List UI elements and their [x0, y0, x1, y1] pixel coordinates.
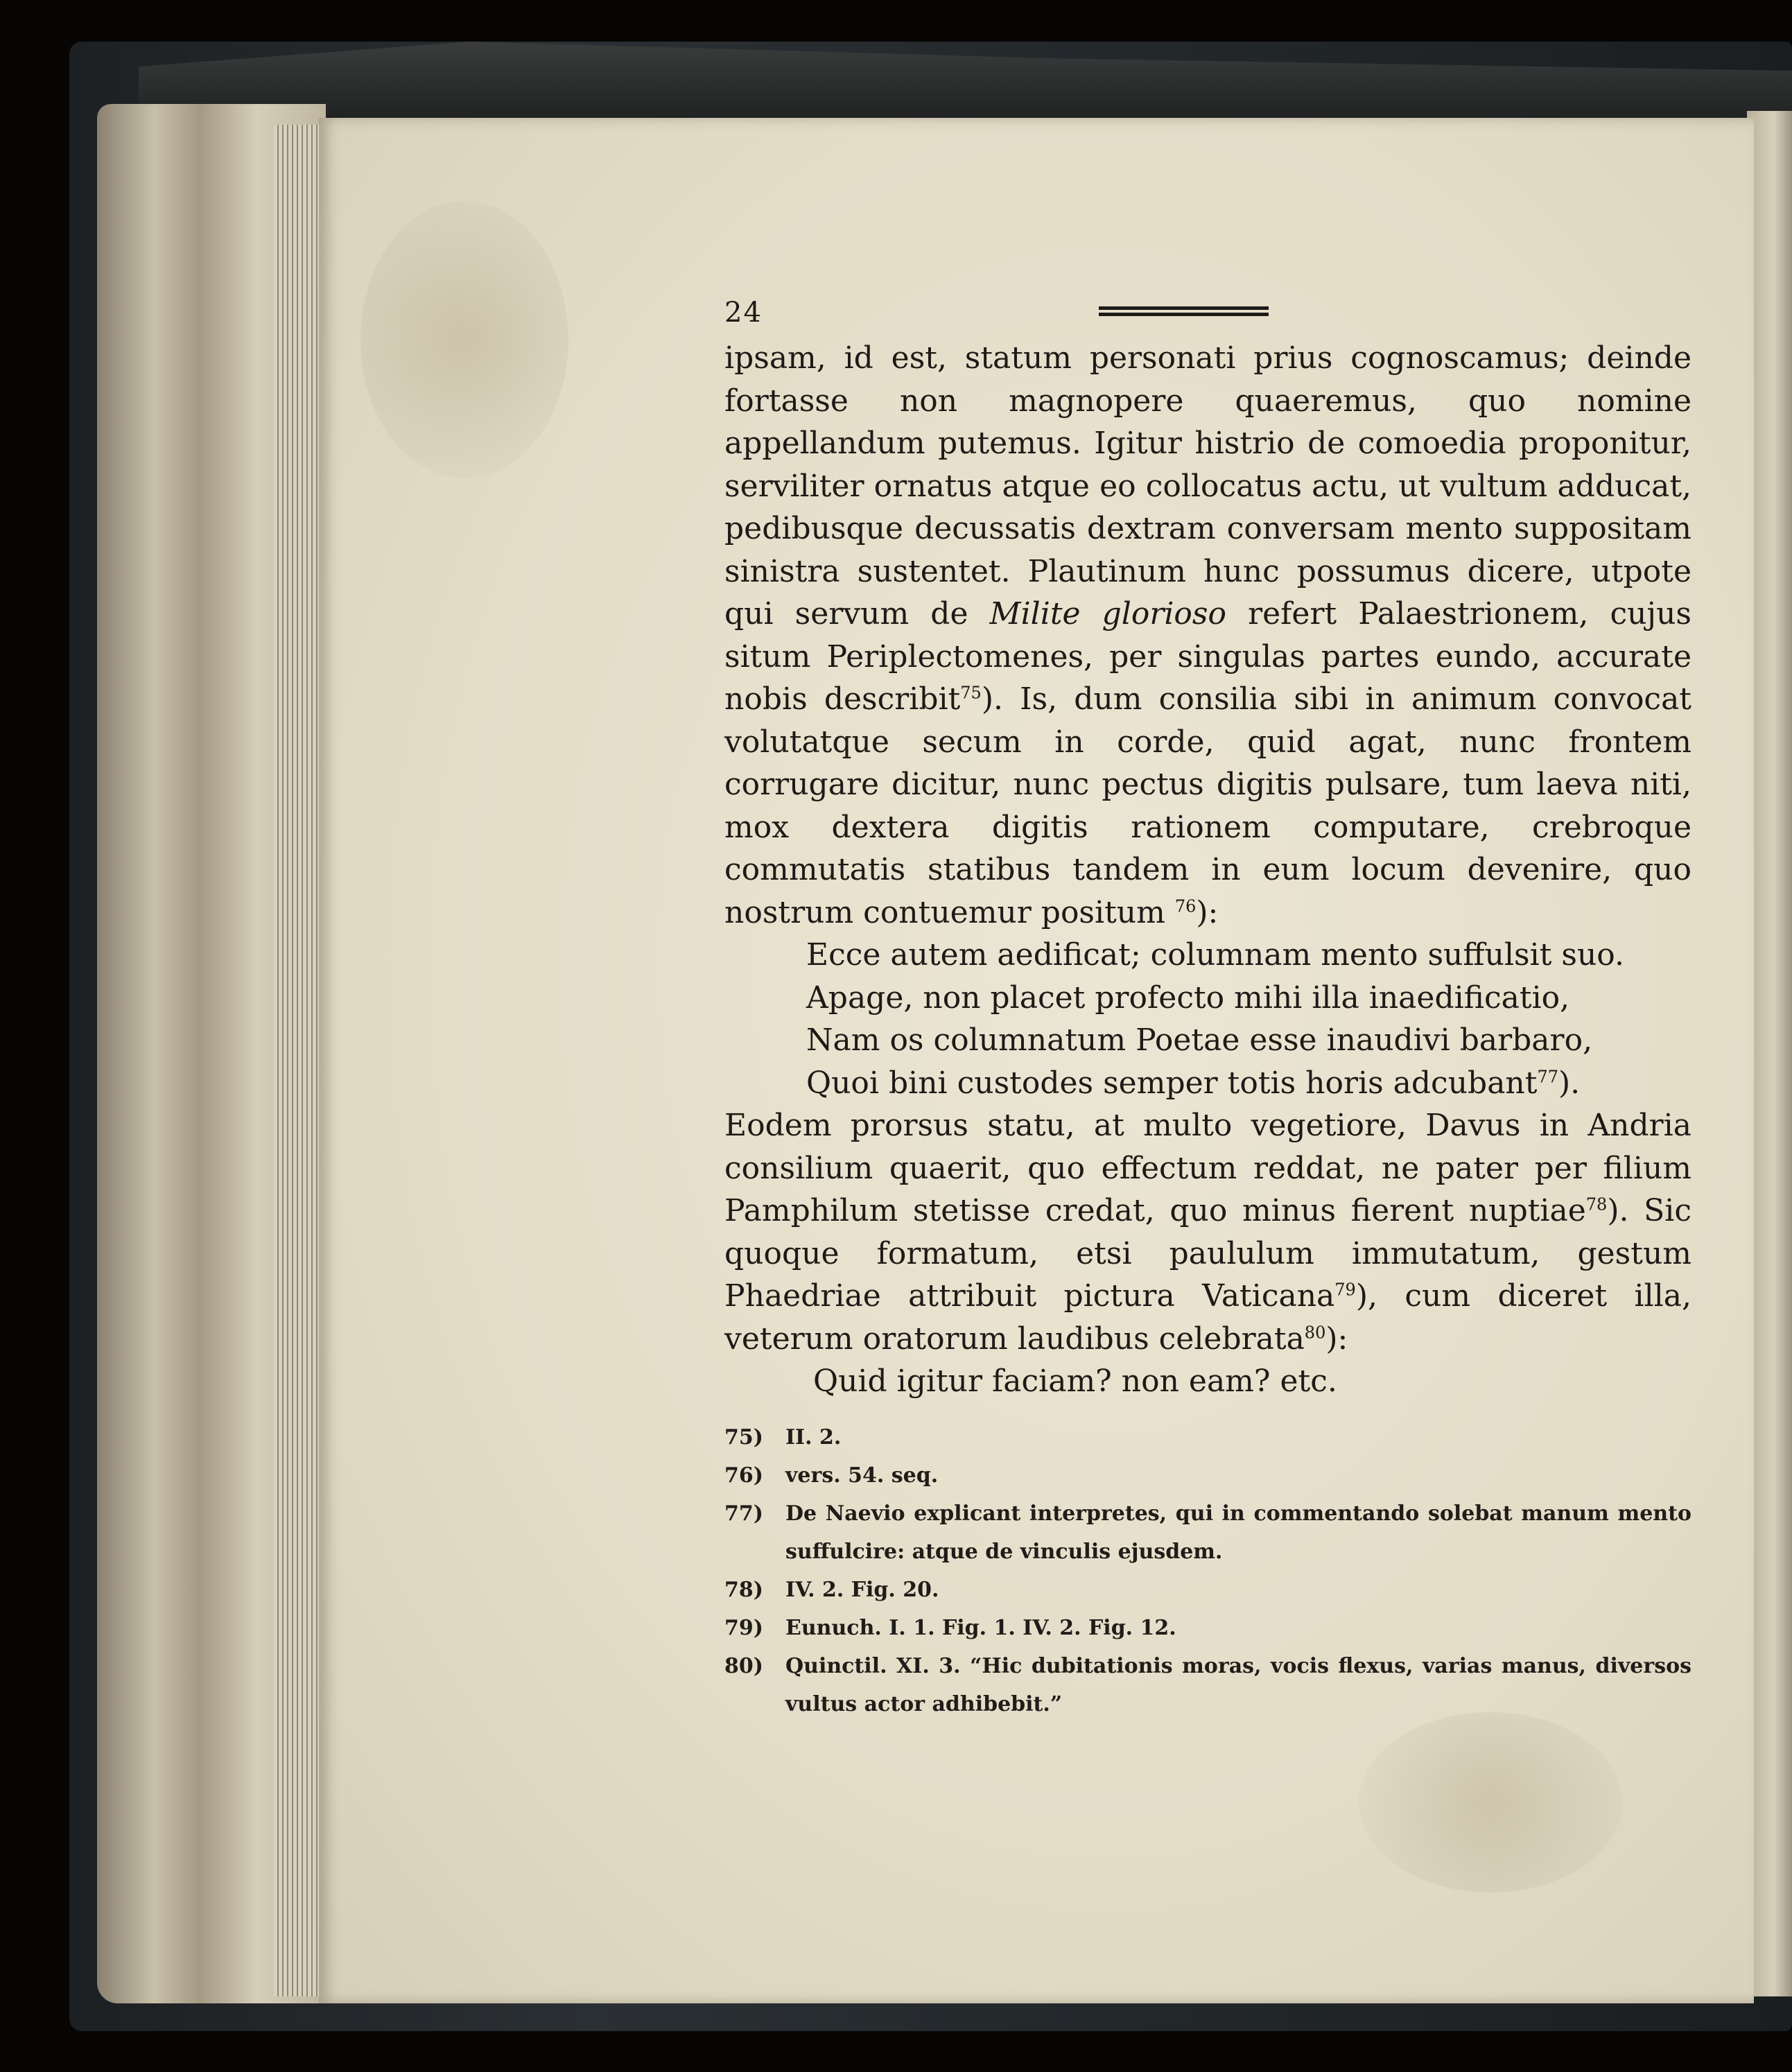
page-header: [724, 297, 1691, 338]
verse-line: Nam os columnatum Poetae esse inaudivi barbaro,: [806, 1022, 1593, 1058]
footnote-ref: 75: [960, 683, 982, 703]
footnote-ref: 76: [1174, 896, 1197, 916]
verse-line: Ecce autem aedificat; columnam mento suffulsit suo.: [806, 937, 1624, 973]
page-content: [724, 297, 1691, 1723]
footnote-ref: 78: [1585, 1194, 1608, 1215]
footnotes: [724, 1418, 1691, 1723]
footnote-ref: 80: [1304, 1322, 1326, 1342]
footnote: 77) De Naevio explicant interpretes, qui in commentando solebat manum mento suffulcire: atque de vinculis ejusdem.: [724, 1501, 1691, 1564]
footnote: 75) II. 2.: [724, 1425, 842, 1449]
footnote: 78) IV. 2. Fig. 20.: [724, 1577, 939, 1602]
paragraph: Eodem prorsus statu, at multo vegetiore, Davus in Andria consilium quaerit, quo effectum reddat, ne pater per filium Pamphilum stetisse credat, quo minus fierent nuptiae$^{78}$). Sic quoque formatum, etsi paululum immutatum, gestum Phaedriae attribuit pictura Vaticana$^{79}$), cum diceret illa, veterum oratorum laudibus celebrata$^{80}$):: [724, 1108, 1691, 1357]
footnote: 80) Quinctil. XI. 3. “Hic dubitationis moras, vocis flexus, varias manus, diversos vultus actor adhibebit.”: [724, 1653, 1691, 1716]
page-number: 24: [724, 297, 763, 329]
paragraph: ipsam, id est, statum personati prius cognoscamus; deinde fortasse non magnopere quaeremus, quo nomine appellandum putemus. Igitur histrio de comoedia proponitur, serviliter ornatus atque eo collocatus actu, ut vultum adducat, pedibusque decussatis dextram conversam mento suppositam sinistra sustentet. Plautinum hunc possumus dicere, utpote qui servum de Milite glorioso refert Palaestrionem, cujus situm Periplectomenes, per singulas partes eundo, accurate nobis describit$^{75}$). Is, dum consilia sibi in animum convocat volutatque secum in corde, quid agat, nunc frontem corrugare dicitur, nunc pectus digitis pulsare, tum laeva niti, mox dextera digitis rationem computare, crebroque commutatis statibus tandem in eum locum devenire, quo nostrum contuemur positum $^{76}$):: [724, 340, 1691, 930]
verse-line: Apage, non placet profecto mihi illa inaedificatio,: [806, 980, 1570, 1016]
body-text: [724, 337, 1691, 1403]
quote-line: Quid igitur faciam? non eam? etc.: [813, 1364, 1337, 1399]
footnote-ref: 79: [1334, 1280, 1356, 1300]
footnote: 79) Eunuch. I. 1. Fig. 1. IV. 2. Fig. 12.: [724, 1615, 1176, 1640]
header-rule: [1099, 306, 1269, 316]
italic-title: Milite glorioso: [989, 596, 1226, 632]
verse-line: Quoi bini custodes semper totis horis adcubant$^{77}$).: [806, 1065, 1581, 1101]
paper-stain: [1359, 1712, 1622, 1892]
page-edges: [274, 125, 322, 1996]
footnote-ref: 77: [1537, 1066, 1558, 1086]
footnote: 76) vers. 54. seq.: [724, 1463, 939, 1488]
paper-stain: [360, 201, 568, 478]
